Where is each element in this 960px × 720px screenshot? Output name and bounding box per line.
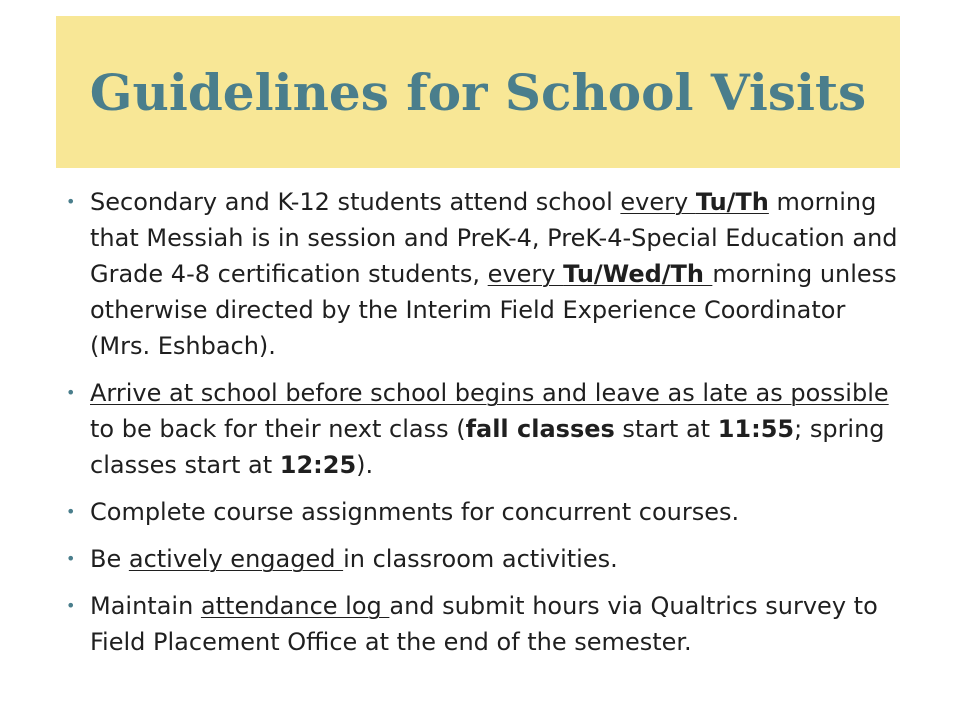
bullet-text-run: Secondary and K-12 students attend school bbox=[90, 188, 621, 216]
bullet-text-run: and submit hours via Qualtrics survey to Field Placement Office at the end of the semester. bbox=[90, 592, 878, 656]
bullet-dot-icon: • bbox=[66, 596, 76, 615]
bullet-dot-icon: • bbox=[66, 549, 76, 568]
bullet-text-run: start at bbox=[614, 415, 718, 443]
bullet-dot-icon: • bbox=[66, 383, 76, 402]
bullet-text-run: fall classes bbox=[465, 415, 615, 443]
bullet-text-run: 11:55 bbox=[717, 415, 795, 443]
title-band bbox=[56, 16, 900, 168]
bullet-dot-icon: • bbox=[66, 502, 76, 521]
bullet-text-run: to be back for their next class ( bbox=[90, 415, 466, 443]
bullet-text-run: Tu/Wed/Th bbox=[563, 260, 713, 288]
bullet-item bbox=[64, 541, 910, 577]
bullet-text-run: Complete course assignments for concurrent courses. bbox=[90, 498, 740, 526]
bullet-text-run: morning unless otherwise directed by the Interim Field Experience Coordinator (Mrs. Eshbach). bbox=[90, 260, 897, 360]
bullet-text-run: ; spring classes start at bbox=[90, 415, 885, 479]
bullet-item bbox=[64, 588, 910, 660]
bullet-dot-icon: • bbox=[66, 192, 76, 211]
bullet-item bbox=[64, 494, 910, 530]
bullet-text-run: in classroom activities. bbox=[343, 545, 618, 573]
bullet-list bbox=[64, 184, 910, 671]
slide-title: Guidelines for School Visits bbox=[89, 62, 867, 122]
bullet-text-run: every bbox=[487, 260, 564, 288]
bullet-item bbox=[64, 375, 910, 483]
bullet-text-run: ). bbox=[356, 451, 374, 479]
bullet-text-run: Tu/Th bbox=[695, 188, 769, 216]
bullet-text-run: attendance log bbox=[200, 592, 390, 620]
bullet-text-run: every bbox=[620, 188, 696, 216]
bullet-text-run: 12:25 bbox=[279, 451, 357, 479]
bullet-text-run: actively engaged bbox=[128, 545, 344, 573]
bullet-text-run: Arrive at school before school begins and leave as late as possible bbox=[90, 379, 889, 407]
bullet-item bbox=[64, 184, 910, 364]
bullet-text-run: morning that Messiah is in session and PreK-4, PreK-4-Special Education and Grade 4-8 certification students, bbox=[90, 188, 898, 288]
bullet-text-run: Maintain bbox=[90, 592, 201, 620]
bullet-text-run: Be bbox=[90, 545, 129, 573]
